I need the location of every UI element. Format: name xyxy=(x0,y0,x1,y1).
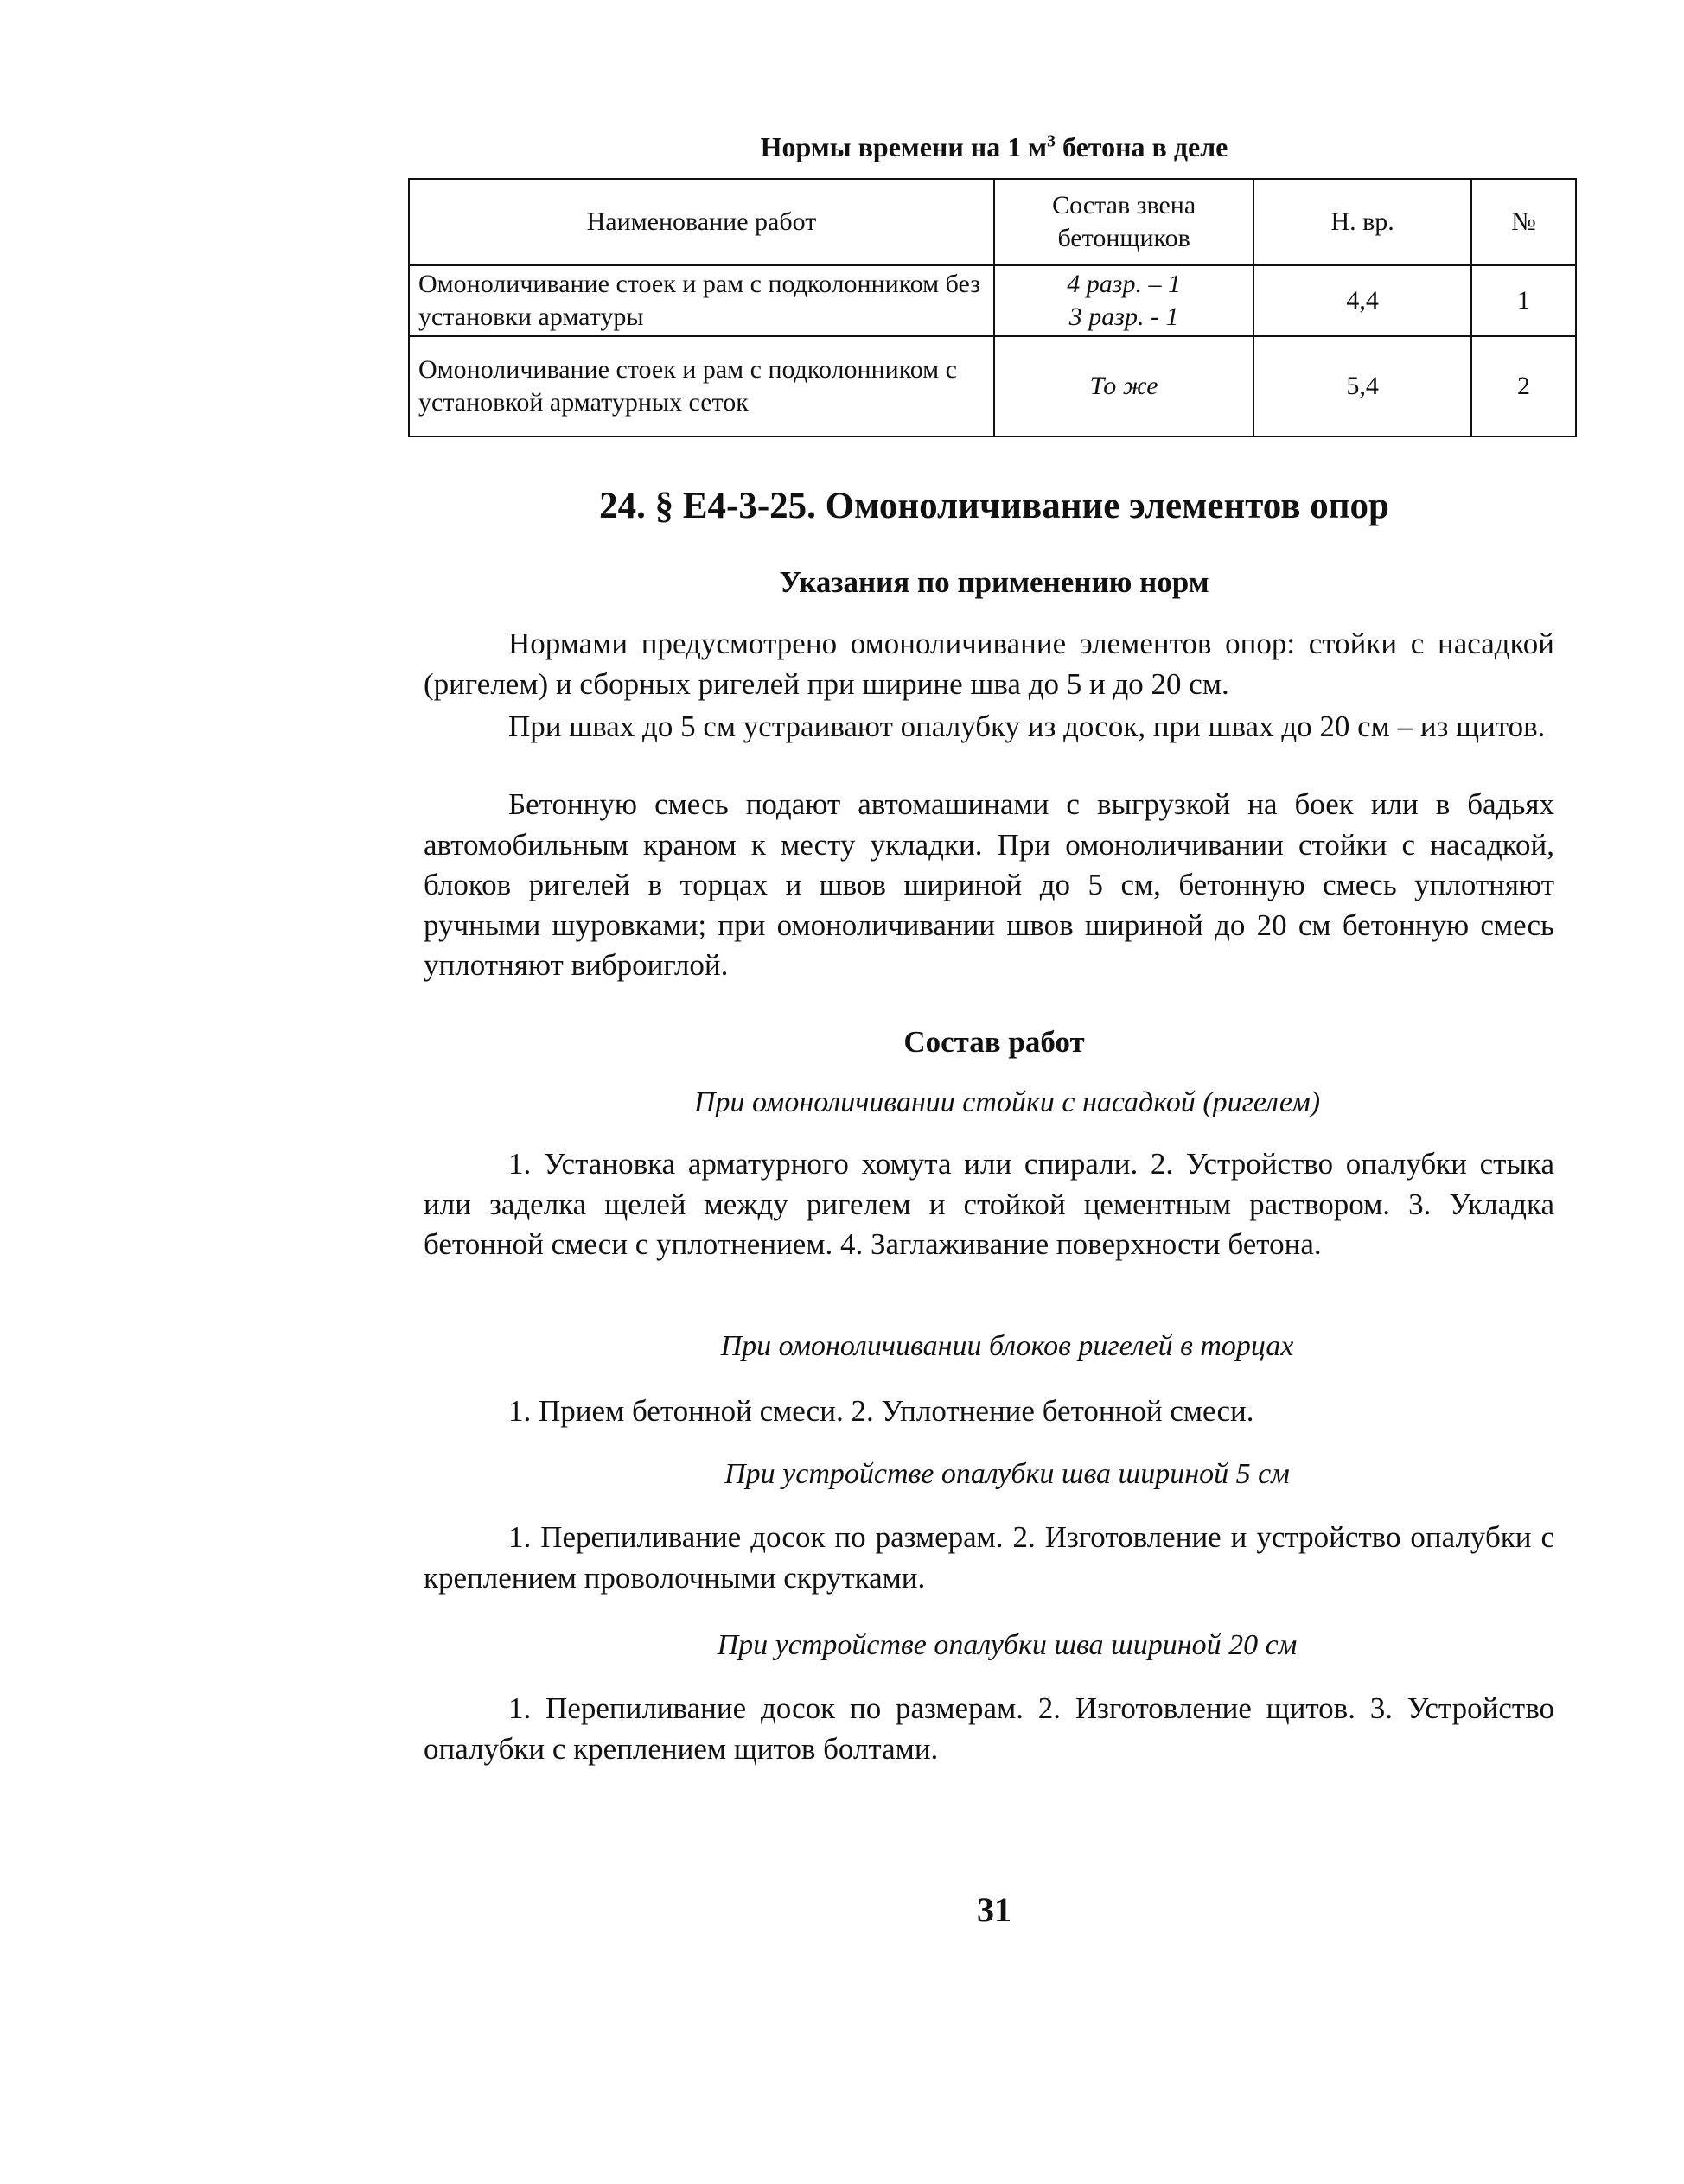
row-crew-line: 3 разр. - 1 xyxy=(1068,302,1179,331)
table-header-row xyxy=(409,179,1576,265)
table-row xyxy=(409,265,1576,336)
row-crew-line: 4 разр. – 1 xyxy=(1067,270,1181,298)
header-crew: Состав звена бетонщиков xyxy=(994,179,1253,265)
section-title: 24. § Е4-3-25. Омоноличивание элементов опор xyxy=(599,486,1389,526)
header-time-norm: Н. вр. xyxy=(1253,179,1471,265)
table-title-suffix: бетона в деле xyxy=(1056,131,1228,162)
header-number: № xyxy=(1471,179,1576,265)
guideline-paragraph: Нормами предусмотрено омоноличивание элементов опор: стойки с насадкой (ригелем) и сборных ригелей при ширине шва до 5 и до 20 см. xyxy=(424,627,1554,701)
work-subheading: При устройстве опалубки шва шириной 20 см xyxy=(717,1629,1298,1661)
row-number: 2 xyxy=(1471,336,1576,436)
table-title xyxy=(406,130,1582,164)
work-subheading: При устройстве опалубки шва шириной 5 см xyxy=(724,1458,1290,1490)
row-crew xyxy=(994,265,1253,336)
guidelines-heading: Указания по применению норм xyxy=(779,565,1209,599)
table-title-prefix: Нормы времени на 1 м xyxy=(760,131,1048,162)
work-heading: Состав работ xyxy=(903,1025,1085,1059)
work-subheading: При омоноличивании блоков ригелей в торцах xyxy=(720,1330,1294,1362)
guideline-paragraph: Бетонную смесь подают автомашинами с выгрузкой на боек или в бадьях автомобильным краном к месту укладки. При омоноличивании стойки с насадкой, блоков ригелей в торцах и швов шириной до 5 см, бетонную смесь уплотняют ручными шуровками; при омоноличивании швов шириной до 20 см бетонную смесь уплотняют виброиглой. xyxy=(424,787,1554,982)
table-title-superscript: 3 xyxy=(1047,131,1056,151)
norms-table xyxy=(408,178,1577,437)
work-subheading: При омоноличивании стойки с насадкой (ригелем) xyxy=(693,1086,1321,1118)
work-paragraph: 1. Перепиливание досок по размерам. 2. Изготовление щитов. 3. Устройство опалубки с креплением щитов болтами. xyxy=(424,1691,1554,1766)
guideline-paragraph: При швах до 5 см устраивают опалубку из досок, при швах до 20 см – из щитов. xyxy=(508,710,1546,743)
row-time-norm: 5,4 xyxy=(1253,336,1471,436)
row-work-name: Омоноличивание стоек и рам с подколонником без установки арматуры xyxy=(409,265,994,336)
table-row xyxy=(409,336,1576,436)
row-time-norm: 4,4 xyxy=(1253,265,1471,336)
row-crew: То же xyxy=(994,336,1253,436)
row-number: 1 xyxy=(1471,265,1576,336)
row-work-name: Омоноличивание стоек и рам с подколонником с установкой арматурных сеток xyxy=(409,336,994,436)
work-paragraph: 1. Перепиливание досок по размерам. 2. Изготовление и устройство опалубки с креплением проволочными скрутками. xyxy=(424,1520,1554,1595)
header-work-name: Наименование работ xyxy=(409,179,994,265)
work-paragraph: 1. Установка арматурного хомута или спирали. 2. Устройство опалубки стыка или заделка щелей между ригелем и стойкой цементным раствором. 3. Укладка бетонной смеси с уплотнением. 4. Заглаживание поверхности бетона. xyxy=(424,1147,1554,1261)
page-number: 31 xyxy=(977,1890,1011,1929)
work-paragraph: 1. Прием бетонной смеси. 2. Уплотнение бетонной смеси. xyxy=(508,1394,1254,1428)
